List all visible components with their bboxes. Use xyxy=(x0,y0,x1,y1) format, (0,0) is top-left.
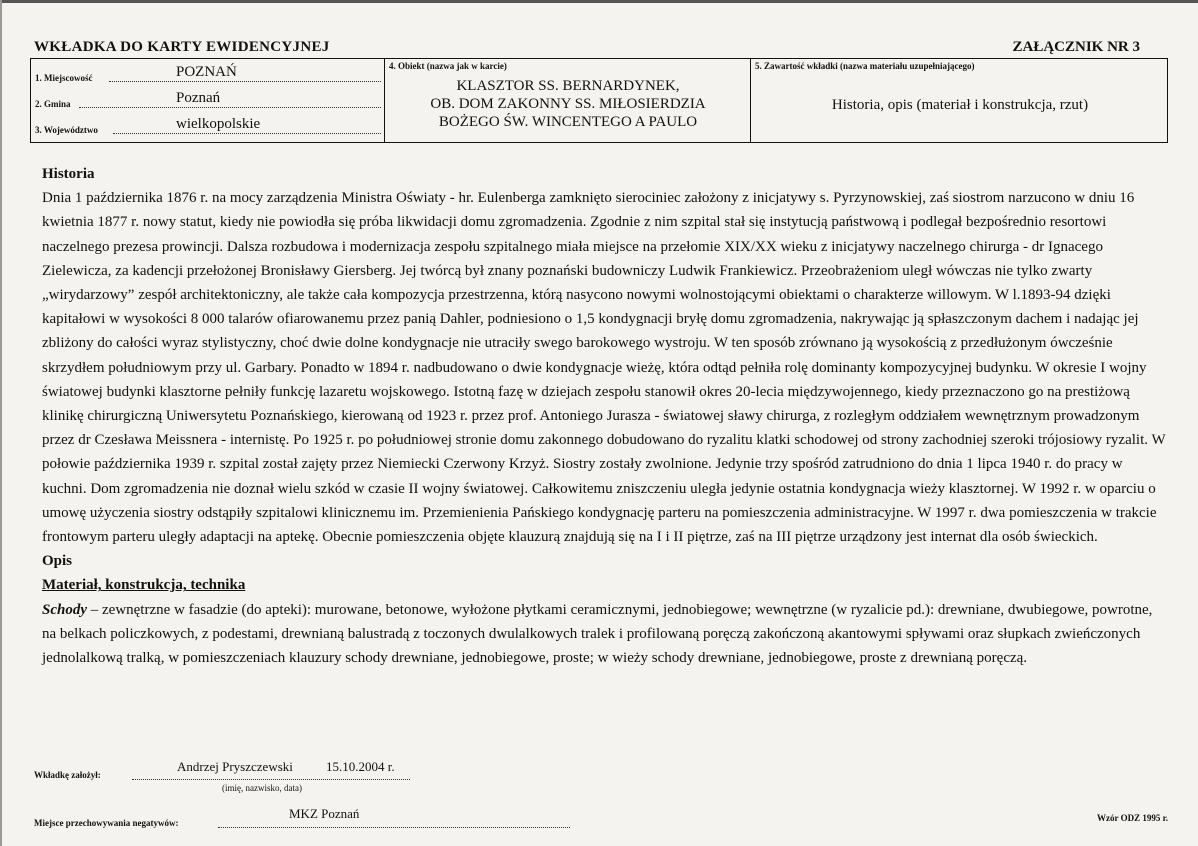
annex-number: ZAŁĄCZNIK NR 3 xyxy=(1012,39,1140,55)
town-row xyxy=(31,59,383,85)
history-heading: Historia xyxy=(42,166,95,182)
object-name-line: KLASZTOR SS. BERNARDYNEK, xyxy=(456,78,680,94)
stairs-paragraph xyxy=(42,598,1168,671)
town-value: POZNAŃ xyxy=(176,64,237,80)
contents-cell xyxy=(750,59,1168,143)
scan-border-left xyxy=(0,0,2,846)
object-name-line: BOŻEGO ŚW. WINCENTEGO A PAULO xyxy=(438,114,698,130)
commune-value: Poznań xyxy=(176,90,221,106)
negatives-dotted-line xyxy=(218,827,570,828)
author-name: Andrzej Pryszczewski xyxy=(177,759,293,774)
negatives-label: Miejsce przechowywania negatywów: xyxy=(34,818,179,828)
town-dotted-line xyxy=(109,81,381,82)
contents-label: 5. Zawartość wkładki (nazwa materiału uzupełniającego) xyxy=(755,61,975,71)
location-cell xyxy=(30,59,384,143)
voivodeship-label: 3. Województwo xyxy=(35,125,98,135)
commune-row xyxy=(31,85,383,111)
author-caption: (imię, nazwisko, data) xyxy=(222,783,302,793)
voivodeship-value: wielkopolskie xyxy=(176,116,261,132)
form-title: WKŁADKA DO KARTY EWIDENCYJNEJ xyxy=(34,39,330,55)
object-name xyxy=(385,77,751,131)
form-code: Wzór ODZ 1995 r. xyxy=(1097,813,1168,823)
author-date: 15.10.2004 r. xyxy=(326,759,395,774)
negatives-location: MKZ Poznań xyxy=(289,806,360,821)
description-heading: Opis xyxy=(42,553,73,570)
materials-heading: Materiał, konstrukcja, technika xyxy=(42,577,246,594)
object-cell xyxy=(384,59,750,143)
author-dotted-line xyxy=(132,779,410,780)
commune-dotted-line xyxy=(79,107,381,108)
scan-border-top xyxy=(0,0,1198,3)
contents-value: Historia, opis (materiał i konstrukcja, rzut) xyxy=(831,97,1089,113)
author-label: Wkładkę założył: xyxy=(34,770,101,780)
town-label: 1. Miejscowość xyxy=(35,73,93,83)
stairs-text: – zewnętrzne w fasadzie (do apteki): murowane, betonowe, wyłożone płytkami ceramicznymi, jednobiegowe; wewnętrzne (w ryzalicie pd.): drewniane, dwubiegowe, powrotne, na belkach policzkowych, z podestami, drewnianą balustradą z toczonych dwulalkowych tralek i profilowaną poręczą zakończoną akantowymi spływami oraz słupkach zwieńczonych jednolalkową tralką, w pomieszczeniach klauzury schody drewniane, jednobiegowe, proste; w wieży schody drewniane, jednobiegowe, proste z drewnianą poręczą. xyxy=(42,601,1153,667)
object-name-line: OB. DOM ZAKONNY SS. MIŁOSIERDZIA xyxy=(430,96,706,112)
history-paragraph: Dnia 1 października 1876 r. na mocy zarządzenia Ministra Oświaty - hr. Eulenberga zamknięto sierociniec założony z inicjatywy s. Pyrzynowskiej, zaś siostrom narzucono w dniu 16 kwietnia 1877 r. nowy statut, kiedy nie powiodła się próba likwidacji domu zgromadzenia. Zgodnie z nim szpital stał się instytucją państwową i podlegał bezpośrednio resortowi naczelnego prezesa prowincji. Dalsza rozbudowa i modernizacja zespołu szpitalnego miała miejsce na przełomie XIX/XX wieku z inicjatywy naczelnego chirurga - dr Ignacego Zielewicza, za kadencji przełożonej Bronisławy Giersberg. Jej twórcą był znany poznański budowniczy Ludwik Frankiewicz. Przeobrażeniom uległ wówczas nie tylko zwarty „wirydarzowy” zespół architektoniczny, ale także cała kompozycja przestrzenna, którą nasycono nowymi wolnostojącymi obiektami o charakterze willowym. W l.1893-94 dzięki kapitałowi w wysokości 8 000 talarów ofiarowanemu przez panią Dahler, podniesiono o 1,5 kondygnacji bryłę domu zgromadzenia, nakrywając ją spłaszczonym dachem i nadając jej zbliżony do całości wyraz stylistyczny, choć dwie dolne kondygnacje nie utraciły swego barokowego wystroju. W ten sposób zrównano ją wysokością z przedłużonym ówcześnie skrzydłem południowym przy ul. Garbary. Ponadto w 1894 r. nadbudowano o dwie kondygnacje wieżę, która odtąd pełniła rolę dominanty kompozycyjnej budynku. W okresie I wojny światowej budynki klasztorne pełniły funkcję lazaretu wojskowego. Istotną fazę w dziejach zespołu stanowił okres 20-lecia międzywojennego, kiedy przeznaczono go na prestiżową klinikę chirurgiczną Uniwersytetu Poznańskiego, kierowaną od 1923 r. przez prof. Antoniego Jurasza - światowej sławy chirurga, z rozległym oddziałem wewnętrznym prowadzonym przez dr Czesława Meissnera - internistę. Po 1925 r. po południowej stronie domu zakonnego dobudowano do ryzalitu klatki schodowej od strony zachodniej szeroki trójosiowy ryzalit. W połowie października 1939 r. szpital został zajęty przez Niemiecki Czerwony Krzyż. Siostry zostały zwolnione. Jedynie trzy spośród zatrudniono do dnia 1 lipca 1940 r. do pracy w kuchni. Dom zgromadzenia nie doznał wielu szkód w czasie II wojny światowej. Całkowitemu zniszczeniu uległa jedynie ostatnia kondygnacja wieży klasztornej. W 1992 r. w oparciu o umowę użyczenia siostry odstąpiły szpitalowi klinicznemu im. Przemienienia Pańskiego kondygnację parteru na pomieszczenia administracyjne. W 1997 r. dwa pomieszczenia w trakcie frontowym parteru uległy adaptacji na aptekę. Obecnie pomieszczenia objęte klauzurą znajdują się na I i II piętrze, zaś na III piętrze urządzony jest internat dla osób świeckich. xyxy=(42,190,1166,546)
voivodeship-dotted-line xyxy=(113,133,381,134)
commune-label: 2. Gmina xyxy=(35,99,71,109)
main-text xyxy=(42,162,1168,670)
object-label: 4. Obiekt (nazwa jak w karcie) xyxy=(389,61,507,71)
stairs-lead: Schody xyxy=(42,601,87,618)
voivodeship-row xyxy=(31,111,383,137)
